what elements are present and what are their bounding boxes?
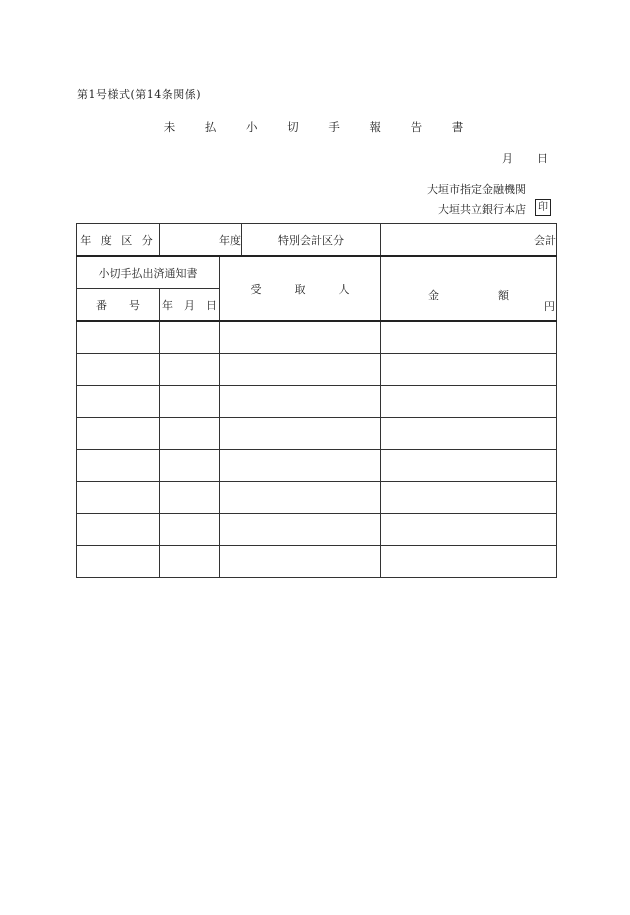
recipient-cell[interactable] [220, 321, 381, 354]
number-cell[interactable] [77, 418, 160, 450]
fiscal-label-cell [77, 224, 160, 257]
date-cell[interactable] [160, 354, 220, 386]
number-cell[interactable] [77, 546, 160, 578]
table-row [77, 482, 557, 514]
table-row [77, 450, 557, 482]
amount-label-b: 額 [498, 289, 509, 302]
seal-mark: 印 [535, 199, 551, 216]
fiscal-year-cell[interactable] [160, 224, 242, 257]
header-row-1 [77, 256, 557, 289]
account-cell[interactable] [381, 224, 557, 257]
form-number: 第1号様式(第14条関係) [77, 88, 202, 101]
notice-header: 小切手払出済通知書 [98, 266, 198, 280]
number-header-cell [77, 289, 160, 322]
amount-header-cell [381, 256, 557, 321]
date-cell[interactable] [160, 514, 220, 546]
table-row [77, 321, 557, 354]
report-table [76, 223, 557, 578]
recipient-cell[interactable] [220, 514, 381, 546]
branch-name: 大垣共立銀行本店 [438, 203, 526, 216]
institution-name: 大垣市指定金融機関 [427, 183, 526, 196]
number-cell[interactable] [77, 514, 160, 546]
amount-cell[interactable] [381, 546, 557, 578]
date-cell[interactable] [160, 418, 220, 450]
date-cell[interactable] [160, 450, 220, 482]
table-row [77, 546, 557, 578]
date-cell[interactable] [160, 546, 220, 578]
day-label: 日 [537, 152, 548, 165]
amount-cell[interactable] [381, 418, 557, 450]
amount-cell[interactable] [381, 386, 557, 418]
fiscal-year-label: 年度 [219, 233, 241, 247]
number-cell[interactable] [77, 354, 160, 386]
month-label: 月 [502, 152, 513, 165]
account-label: 会計 [534, 233, 556, 247]
recipient-cell[interactable] [220, 482, 381, 514]
date-cell[interactable] [160, 482, 220, 514]
recipient-cell[interactable] [220, 354, 381, 386]
table-row [77, 418, 557, 450]
date-cell[interactable] [160, 321, 220, 354]
recipient-cell[interactable] [220, 418, 381, 450]
special-account-label-cell [242, 224, 381, 257]
amount-cell[interactable] [381, 514, 557, 546]
date-header: 年 月 日 [162, 298, 217, 312]
amount-label-a: 金 [428, 289, 439, 302]
number-cell[interactable] [77, 321, 160, 354]
report-date [502, 150, 548, 166]
date-cell[interactable] [160, 386, 220, 418]
amount-cell[interactable] [381, 354, 557, 386]
number-cell[interactable] [77, 450, 160, 482]
notice-header-cell [77, 256, 220, 289]
recipient-header: 受 取 人 [250, 282, 350, 296]
yen-unit: 円 [544, 300, 555, 313]
fiscal-label: 年 度 区 分 [80, 233, 156, 247]
amount-cell[interactable] [381, 321, 557, 354]
table-row [77, 514, 557, 546]
number-header: 番 号 [96, 298, 140, 312]
amount-cell[interactable] [381, 450, 557, 482]
recipient-cell[interactable] [220, 450, 381, 482]
table-row [77, 354, 557, 386]
recipient-cell[interactable] [220, 546, 381, 578]
recipient-header-cell [220, 256, 381, 321]
amount-label [381, 287, 556, 303]
table-row [77, 386, 557, 418]
date-header-cell [160, 289, 220, 322]
number-cell[interactable] [77, 482, 160, 514]
fiscal-row [77, 224, 557, 257]
document-title: 未 払 小 切 手 報 告 書 [163, 120, 477, 134]
recipient-cell[interactable] [220, 386, 381, 418]
special-account-label: 特別会計区分 [278, 233, 344, 247]
number-cell[interactable] [77, 386, 160, 418]
amount-cell[interactable] [381, 482, 557, 514]
